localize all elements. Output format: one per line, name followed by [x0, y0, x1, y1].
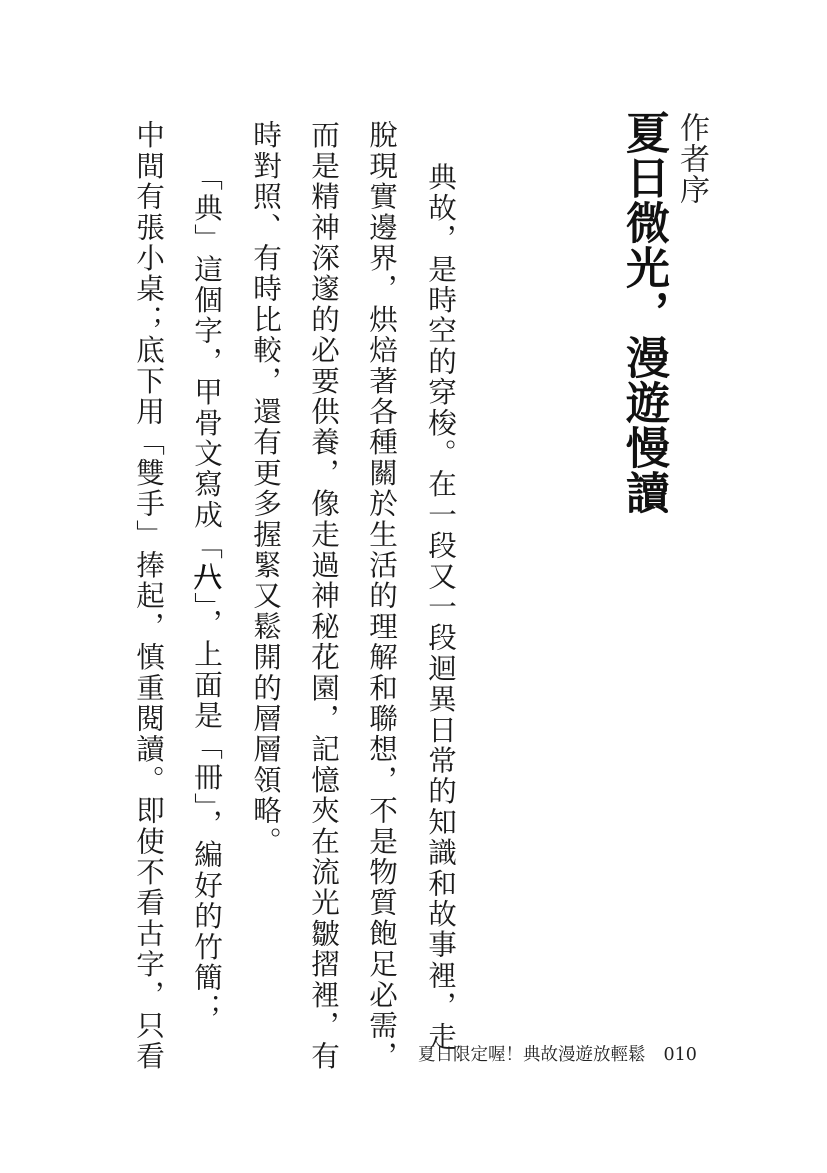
body-column-3: 而是精神深邃的必要供養，像走過神秘花園，記憶夾在流光皺摺裡，有	[307, 120, 341, 1072]
author-preface-label: 作者序	[674, 112, 709, 205]
body-column-2: 脫現實邊界，烘焙著各種關於生活的理解和聯想，不是物質飽足必需，	[365, 120, 399, 1072]
body-column-6: 中間有張小桌；底下用「雙手」捧起，慎重閱讀。即使不看古字，只看	[132, 120, 166, 1072]
body-column-5	[190, 162, 224, 1024]
oracle-bone-dian-glyph-icon: 𠔀	[190, 561, 224, 592]
page-number: 010	[663, 1045, 697, 1065]
body-column-5-before-glyph: 「典」這個字，甲骨文寫成「	[190, 162, 224, 562]
running-book-title: 夏日限定喔！典故漫遊放輕鬆	[418, 1045, 646, 1065]
body-column-4: 時對照、有時比較，還有更多握緊又鬆開的層層領略。	[249, 120, 283, 857]
body-column-1: 典故，是時空的穿梭。在一段又一段迴異日常的知識和故事裡，走	[424, 162, 458, 1053]
body-column-5-after-glyph: 」，上面是「冊」，編好的竹簡；	[190, 591, 224, 1024]
chapter-title: 夏日微光，漫遊慢讀	[618, 110, 669, 515]
page-footer	[418, 1044, 697, 1066]
